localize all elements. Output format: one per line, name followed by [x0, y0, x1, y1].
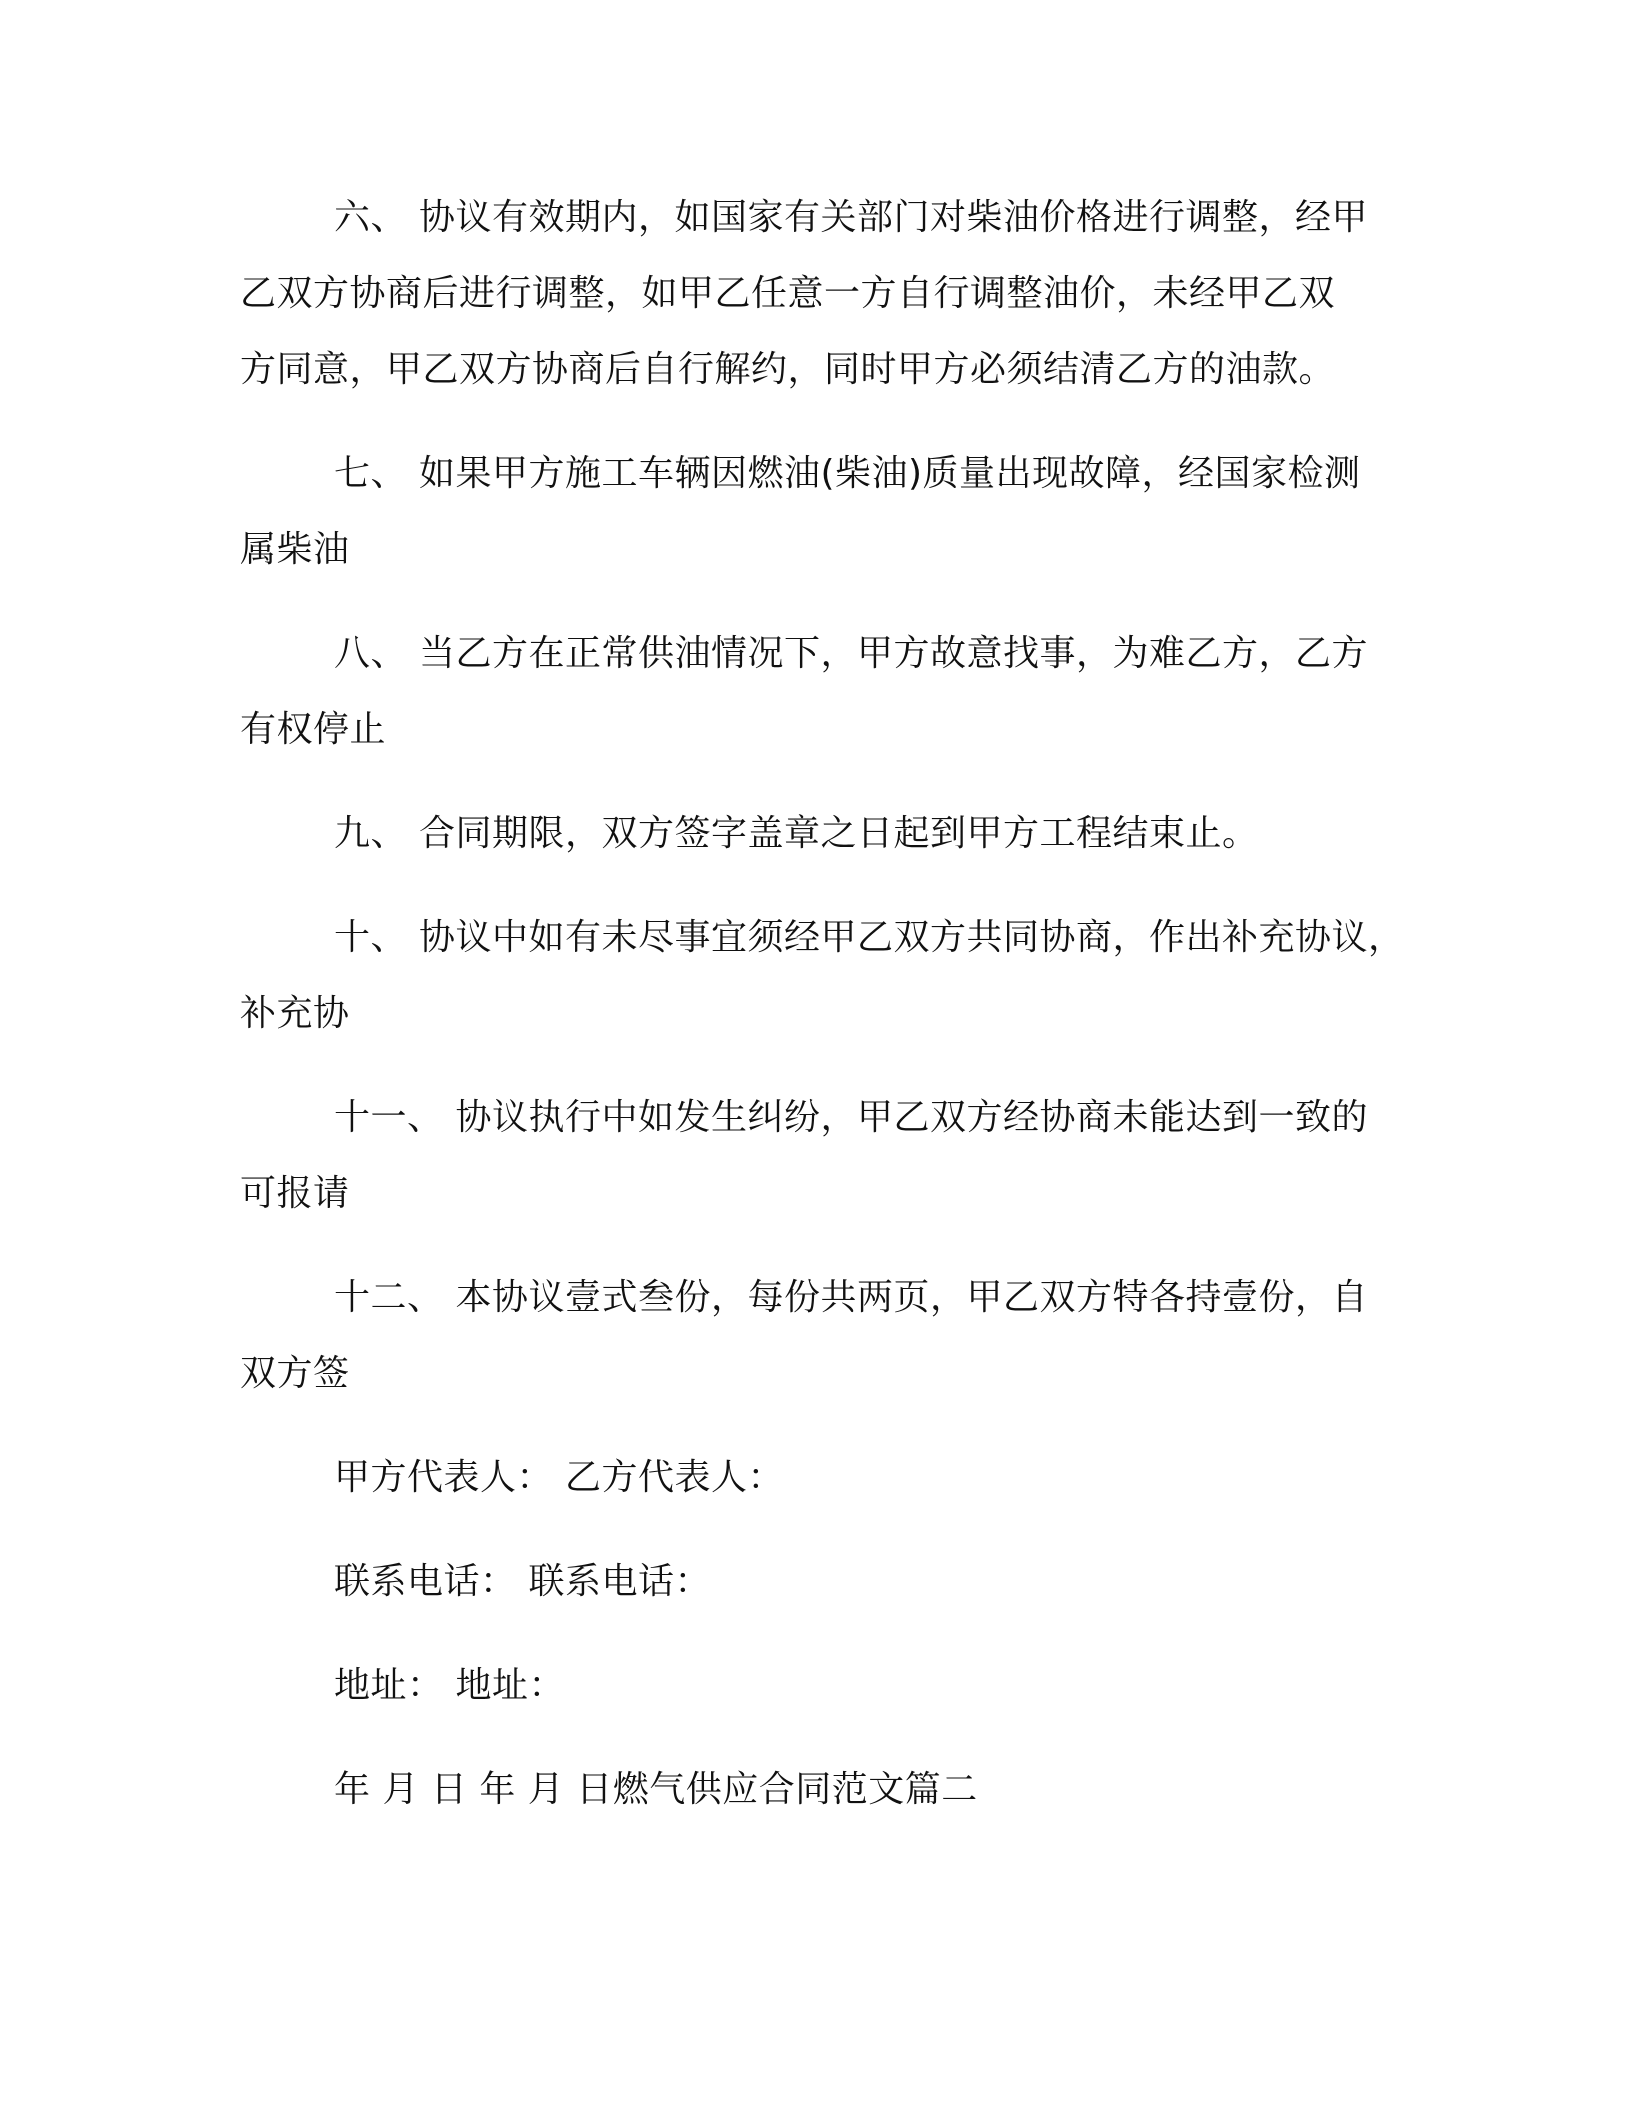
- signature-addresses: 地址： 地址：: [334, 1665, 565, 1706]
- clause-eleven-line-2: 可报请: [240, 1173, 350, 1214]
- clause-eight-line-1: 八、 当乙方在正常供油情况下，甲方故意找事，为难乙方，乙方: [334, 633, 1368, 674]
- clause-nine-line-1: 九、 合同期限，双方签字盖章之日起到甲方工程结束止。: [334, 813, 1259, 854]
- clause-ten-line-2: 补充协: [240, 993, 350, 1034]
- clause-seven-line-1: 七、 如果甲方施工车辆因燃油(柴油)质量出现故障，经国家检测: [334, 453, 1361, 494]
- clause-eight-line-2: 有权停止: [240, 709, 387, 750]
- signature-phones: 联系电话： 联系电话：: [334, 1561, 711, 1602]
- clause-six-line-2: 乙双方协商后进行调整，如甲乙任意一方自行调整油价，未经甲乙双: [240, 273, 1336, 314]
- clause-eleven-line-1: 十一、 协议执行中如发生纠纷，甲乙双方经协商未能达到一致的: [334, 1097, 1368, 1138]
- clause-twelve-line-1: 十二、 本协议壹式叁份，每份共两页，甲乙双方特各持壹份，自: [334, 1277, 1368, 1318]
- signature-dates-and-next-title: 年 月 日 年 月 日燃气供应合同范文篇二: [334, 1769, 978, 1810]
- signature-representatives: 甲方代表人： 乙方代表人：: [334, 1457, 784, 1498]
- clause-ten-line-1: 十、 协议中如有未尽事宜须经甲乙双方共同协商，作出补充协议，: [334, 917, 1405, 958]
- clause-seven-line-2: 属柴油: [240, 529, 350, 570]
- clause-six-line-1: 六、 协议有效期内，如国家有关部门对柴油价格进行调整，经甲: [334, 197, 1368, 238]
- clause-six-line-3: 方同意，甲乙双方协商后自行解约，同时甲方必须结清乙方的油款。: [240, 349, 1336, 390]
- clause-twelve-line-2: 双方签: [240, 1353, 350, 1394]
